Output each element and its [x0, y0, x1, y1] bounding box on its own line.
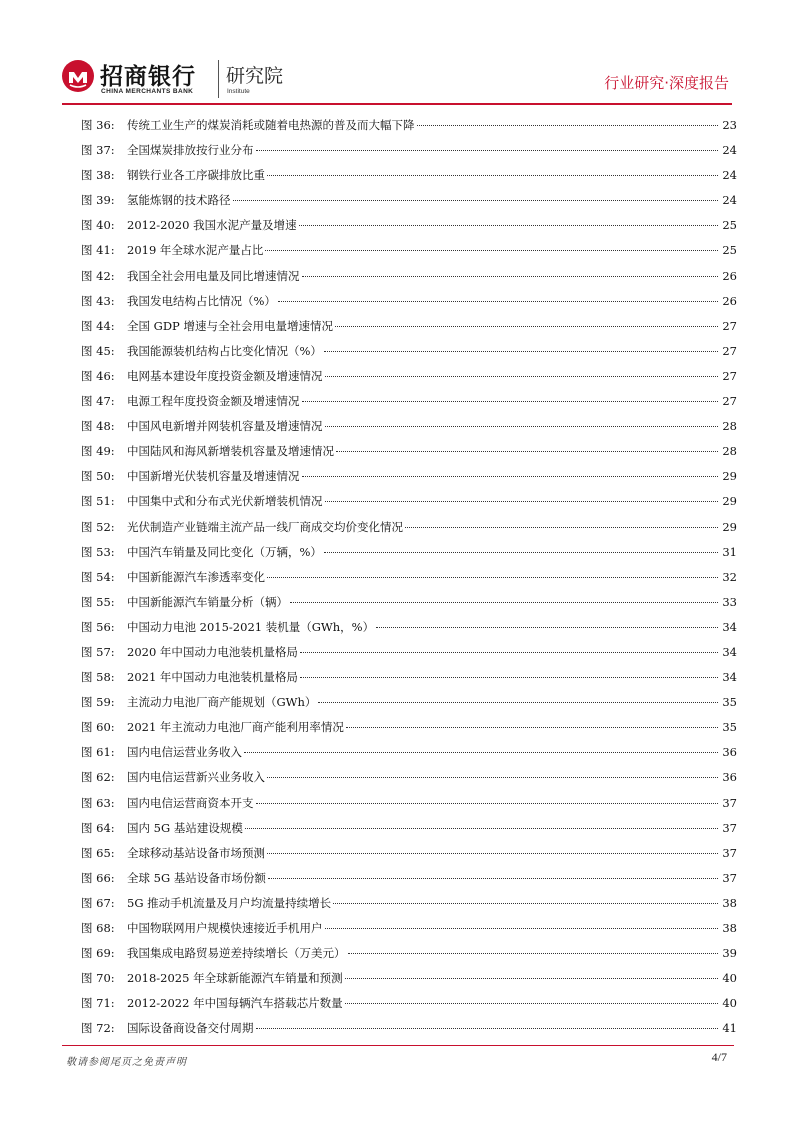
toc-entry[interactable]: [81, 590, 737, 615]
toc-entry[interactable]: [81, 740, 737, 765]
toc-entry[interactable]: [81, 364, 737, 389]
logo-divider: [218, 60, 219, 98]
toc-entry[interactable]: [81, 665, 737, 690]
toc-figure-number: 图 61:: [81, 745, 115, 760]
toc-entry[interactable]: [81, 188, 737, 213]
cmb-logo-icon: [62, 60, 94, 92]
toc-dot-leader: [336, 451, 718, 452]
toc-dot-leader: [256, 150, 719, 151]
toc-page-number[interactable]: 38: [722, 921, 737, 935]
toc-page-number[interactable]: 37: [722, 820, 737, 835]
toc-figure-title[interactable]: 中国动力电池 2015-2021 装机量（GWh，%）: [127, 619, 375, 634]
toc-dot-leader: [376, 627, 718, 628]
toc-figure-number: 图 47:: [81, 394, 115, 409]
toc-entry[interactable]: [81, 1016, 737, 1041]
toc-page-number[interactable]: 28: [722, 419, 737, 434]
toc-figure-number: 图 53:: [81, 544, 115, 559]
toc-page-number[interactable]: 27: [722, 394, 737, 409]
institute-name-en: Institute: [227, 88, 250, 95]
toc-figure-title[interactable]: 全球 5G 基站设备市场份额: [127, 870, 266, 885]
toc-entry[interactable]: [81, 866, 737, 891]
toc-entry[interactable]: [81, 163, 737, 188]
toc-dot-leader: [346, 727, 718, 728]
toc-page-number[interactable]: 24: [722, 193, 737, 208]
toc-figure-number: 图 52:: [81, 519, 115, 534]
footer-rule: [62, 1045, 734, 1046]
toc-page-number[interactable]: 24: [722, 168, 737, 183]
toc-dot-leader: [267, 777, 718, 778]
toc-dot-leader: [324, 351, 718, 352]
toc-entry[interactable]: [81, 941, 737, 966]
toc-dot-leader: [324, 552, 718, 553]
toc-dot-leader: [325, 928, 719, 929]
toc-figure-title[interactable]: 全球移动基站设备市场预测: [127, 845, 265, 860]
toc-dot-leader: [348, 953, 719, 954]
toc-page-number[interactable]: 25: [722, 243, 737, 258]
toc-figure-title[interactable]: 2012-2020 我国水泥产量及增速: [127, 218, 297, 233]
toc-figure-title[interactable]: 我国发电结构占比情况（%）: [127, 293, 276, 308]
toc-figure-number: 图 62:: [81, 770, 115, 785]
toc-entry[interactable]: [81, 916, 737, 941]
toc-figure-number: 图 50:: [81, 469, 115, 484]
toc-entry[interactable]: [81, 389, 737, 414]
toc-page-number[interactable]: 40: [722, 971, 737, 986]
toc-figure-title[interactable]: 国内 5G 基站建设规模: [127, 820, 243, 835]
toc-figure-title[interactable]: 传统工业生产的煤炭消耗或随着电热源的普及而大幅下降: [127, 118, 415, 132]
toc-entry[interactable]: [81, 464, 737, 489]
toc-figure-title[interactable]: 中国新能源汽车渗透率变化: [127, 569, 265, 584]
toc-entry[interactable]: [81, 314, 737, 339]
toc-page-number[interactable]: 27: [722, 368, 737, 383]
toc-figure-number: 图 42:: [81, 268, 115, 283]
toc-page-number[interactable]: 23: [722, 118, 737, 132]
toc-dot-leader: [245, 828, 718, 829]
toc-entry[interactable]: [81, 991, 737, 1016]
institute-name-cn: 研究院: [226, 65, 284, 87]
toc-dot-leader: [302, 276, 719, 277]
toc-entry[interactable]: [81, 565, 737, 590]
report-type-label: 行业研究·深度报告: [604, 74, 729, 92]
toc-entry[interactable]: [81, 891, 737, 916]
toc-entry[interactable]: [81, 439, 737, 464]
toc-figure-number: 图 69:: [81, 946, 115, 961]
toc-entry[interactable]: [81, 765, 737, 790]
toc-figure-number: 图 70:: [81, 971, 115, 986]
toc-page-number[interactable]: 26: [722, 293, 737, 308]
toc-entry[interactable]: [81, 238, 737, 263]
toc-dot-leader: [325, 426, 719, 427]
toc-dot-leader: [233, 200, 719, 201]
toc-entry[interactable]: [81, 339, 737, 364]
toc-dot-leader: [345, 978, 718, 979]
toc-page-number[interactable]: 35: [722, 695, 737, 710]
toc-dot-leader: [278, 301, 718, 302]
toc-figure-number: 图 66:: [81, 870, 115, 885]
toc-figure-number: 图 58:: [81, 670, 115, 685]
toc-figure-title[interactable]: 2021 年主流动力电池厂商产能利用率情况: [127, 720, 344, 735]
toc-figure-number: 图 40:: [81, 218, 115, 233]
toc-figure-number: 图 54:: [81, 569, 115, 584]
toc-page-number[interactable]: 26: [722, 268, 737, 283]
toc-figure-number: 图 57:: [81, 644, 115, 659]
toc-page-number[interactable]: 27: [722, 318, 737, 333]
toc-entry[interactable]: [81, 414, 737, 439]
toc-page-number[interactable]: 25: [722, 218, 737, 233]
toc-entry[interactable]: [81, 213, 737, 238]
toc-page-number[interactable]: 34: [722, 670, 737, 685]
toc-dot-leader: [290, 602, 718, 603]
toc-figure-title[interactable]: 2018-2025 年全球新能源汽车销量和预测: [127, 971, 343, 986]
page-header: [0, 0, 793, 110]
toc-figure-title[interactable]: 2020 年中国动力电池装机量格局: [127, 644, 298, 659]
toc-figure-title[interactable]: 中国集中式和分布式光伏新增装机情况: [127, 494, 323, 509]
toc-entry[interactable]: [81, 264, 737, 289]
toc-figure-number: 图 41:: [81, 243, 115, 258]
toc-figure-title[interactable]: 主流动力电池厂商产能规划（GWh）: [127, 695, 317, 710]
toc-figure-title[interactable]: 中国新能源汽车销量分析（辆）: [127, 594, 288, 609]
toc-figure-title[interactable]: 中国汽车销量及同比变化（万辆，%）: [127, 544, 322, 559]
toc-dot-leader: [333, 903, 718, 904]
bank-name-en: CHINA MERCHANTS BANK: [101, 88, 194, 95]
toc-entry[interactable]: [81, 640, 737, 665]
toc-figure-title[interactable]: 电源工程年度投资金额及增速情况: [127, 394, 300, 409]
toc-page-number[interactable]: 29: [722, 469, 737, 484]
toc-page-number[interactable]: 35: [722, 720, 737, 735]
toc-page-number[interactable]: 28: [722, 444, 737, 459]
toc-dot-leader: [345, 1003, 718, 1004]
toc-dot-leader: [267, 175, 718, 176]
toc-entry[interactable]: [81, 289, 737, 314]
toc-dot-leader: [335, 326, 718, 327]
toc-page-number[interactable]: 36: [722, 745, 737, 760]
figure-toc-list: [81, 113, 737, 1041]
toc-figure-title[interactable]: 2019 年全球水泥产量占比: [127, 243, 264, 258]
toc-figure-number: 图 39:: [81, 193, 115, 208]
toc-entry[interactable]: [81, 816, 737, 841]
toc-dot-leader: [325, 501, 719, 502]
toc-page-number[interactable]: 37: [722, 795, 737, 810]
toc-page-number[interactable]: 40: [722, 996, 737, 1011]
toc-figure-number: 图 60:: [81, 720, 115, 735]
page-number: 4/7: [711, 1050, 727, 1064]
toc-figure-title[interactable]: 电网基本建设年度投资金额及增速情况: [127, 368, 323, 383]
toc-entry[interactable]: [81, 615, 737, 640]
toc-page-number[interactable]: 34: [722, 619, 737, 634]
toc-dot-leader: [300, 652, 718, 653]
toc-figure-number: 图 59:: [81, 695, 115, 710]
toc-figure-number: 图 63:: [81, 795, 115, 810]
toc-page-number[interactable]: 39: [722, 946, 737, 961]
toc-entry[interactable]: [81, 690, 737, 715]
toc-page-number[interactable]: 38: [722, 895, 737, 910]
toc-figure-number: 图 55:: [81, 594, 115, 609]
toc-figure-number: 图 51:: [81, 494, 115, 509]
toc-figure-title[interactable]: 全国煤炭排放按行业分布: [127, 143, 254, 158]
toc-page-number[interactable]: 31: [722, 544, 737, 559]
toc-figure-number: 图 56:: [81, 619, 115, 634]
toc-page-number[interactable]: 24: [722, 143, 737, 158]
toc-figure-title[interactable]: 氢能炼钢的技术路径: [127, 193, 231, 208]
toc-figure-number: 图 65:: [81, 845, 115, 860]
toc-entry[interactable]: [81, 515, 737, 540]
toc-figure-title[interactable]: 光伏制造产业链端主流产品一线厂商成交均价变化情况: [127, 519, 403, 534]
toc-figure-title[interactable]: 中国新增光伏装机容量及增速情况: [127, 469, 300, 484]
toc-entry[interactable]: [81, 715, 737, 740]
toc-page-number[interactable]: 41: [722, 1021, 737, 1036]
toc-figure-number: 图 67:: [81, 895, 115, 910]
toc-dot-leader: [299, 225, 718, 226]
toc-figure-title[interactable]: 国内电信运营业务收入: [127, 745, 242, 760]
toc-figure-title[interactable]: 全国 GDP 增速与全社会用电量增速情况: [127, 318, 333, 333]
toc-figure-number: 图 49:: [81, 444, 115, 459]
toc-page-number[interactable]: 37: [722, 870, 737, 885]
toc-figure-title[interactable]: 国际设备商设备交付周期: [127, 1021, 254, 1036]
toc-dot-leader: [302, 401, 719, 402]
toc-figure-title[interactable]: 中国风电新增并网装机容量及增速情况: [127, 419, 323, 434]
toc-dot-leader: [405, 527, 718, 528]
toc-page-number[interactable]: 29: [722, 519, 737, 534]
toc-dot-leader: [300, 677, 718, 678]
toc-figure-title[interactable]: 中国物联网用户规模快速接近手机用户: [127, 921, 323, 935]
toc-page-number[interactable]: 33: [722, 594, 737, 609]
toc-figure-number: 图 45:: [81, 343, 115, 358]
bank-name-cn: 招商银行: [100, 64, 196, 90]
toc-figure-number: 图 37:: [81, 143, 115, 158]
toc-figure-number: 图 68:: [81, 921, 115, 935]
toc-page-number[interactable]: 37: [722, 845, 737, 860]
toc-figure-title[interactable]: 2012-2022 年中国每辆汽车搭载芯片数量: [127, 996, 343, 1011]
toc-entry[interactable]: [81, 966, 737, 991]
toc-figure-number: 图 46:: [81, 368, 115, 383]
toc-page-number[interactable]: 27: [722, 343, 737, 358]
toc-figure-title[interactable]: 我国能源装机结构占比变化情况（%）: [127, 343, 322, 358]
toc-entry[interactable]: [81, 841, 737, 866]
toc-page-number[interactable]: 29: [722, 494, 737, 509]
toc-figure-number: 图 71:: [81, 996, 115, 1011]
toc-dot-leader: [268, 878, 718, 879]
toc-entry[interactable]: [81, 138, 737, 163]
toc-dot-leader: [302, 476, 719, 477]
toc-figure-number: 图 64:: [81, 820, 115, 835]
toc-figure-number: 图 48:: [81, 419, 115, 434]
header-rule: [62, 103, 732, 105]
toc-page-number[interactable]: 34: [722, 644, 737, 659]
toc-entry[interactable]: [81, 113, 737, 138]
toc-dot-leader: [267, 853, 718, 854]
toc-figure-title[interactable]: 5G 推动手机流量及月户均流量持续增长: [127, 895, 332, 910]
toc-figure-number: 图 72:: [81, 1021, 115, 1036]
toc-page-number[interactable]: 36: [722, 770, 737, 785]
toc-dot-leader: [318, 702, 718, 703]
toc-dot-leader: [417, 125, 719, 126]
disclaimer-note: 敬请参阅尾页之免责声明: [66, 1057, 187, 1068]
toc-dot-leader: [325, 376, 719, 377]
toc-figure-title[interactable]: 国内电信运营商资本开支: [127, 795, 254, 810]
toc-entry[interactable]: [81, 540, 737, 565]
toc-figure-number: 图 43:: [81, 293, 115, 308]
toc-dot-leader: [244, 752, 718, 753]
toc-figure-number: 图 38:: [81, 168, 115, 183]
toc-figure-title[interactable]: 我国集成电路贸易逆差持续增长（万美元）: [127, 946, 346, 961]
toc-figure-title[interactable]: 中国陆风和海风新增装机容量及增速情况: [127, 444, 334, 459]
toc-entry[interactable]: [81, 489, 737, 514]
toc-entry[interactable]: [81, 791, 737, 816]
toc-figure-number: 图 36:: [81, 118, 115, 132]
toc-figure-number: 图 44:: [81, 318, 115, 333]
toc-figure-title[interactable]: 2021 年中国动力电池装机量格局: [127, 670, 298, 685]
toc-figure-title[interactable]: 钢铁行业各工序碳排放比重: [127, 168, 265, 183]
toc-figure-title[interactable]: 国内电信运营新兴业务收入: [127, 770, 265, 785]
toc-figure-title[interactable]: 我国全社会用电量及同比增速情况: [127, 268, 300, 283]
toc-dot-leader: [267, 577, 718, 578]
toc-dot-leader: [256, 803, 719, 804]
toc-page-number[interactable]: 32: [722, 569, 737, 584]
toc-dot-leader: [265, 250, 718, 251]
toc-dot-leader: [256, 1028, 719, 1029]
